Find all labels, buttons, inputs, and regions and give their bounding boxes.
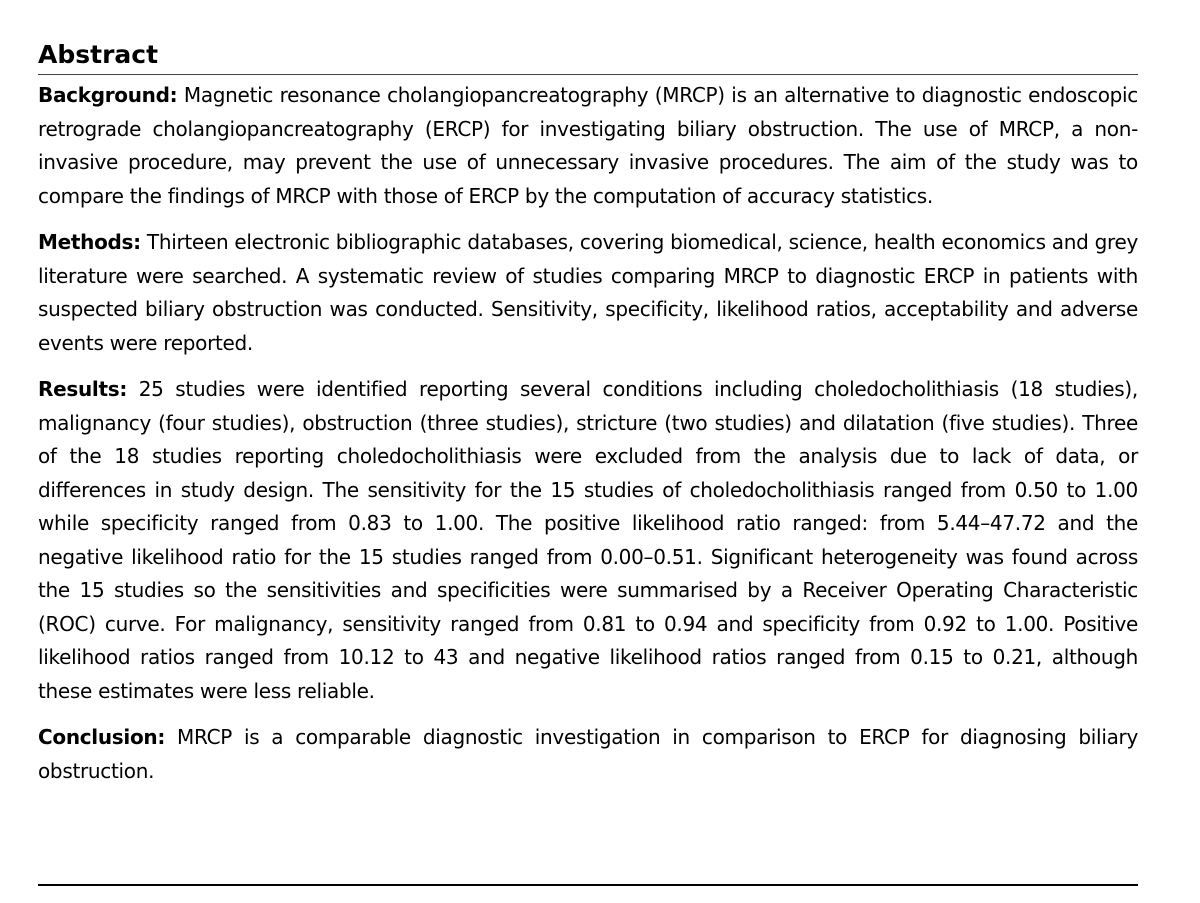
conclusion-label: Conclusion: — [38, 725, 166, 749]
results-paragraph — [38, 373, 1138, 708]
abstract-heading: Abstract — [38, 40, 159, 69]
bottom-divider — [38, 884, 1138, 886]
heading-divider — [38, 74, 1138, 75]
methods-paragraph — [38, 226, 1138, 360]
abstract-block — [38, 38, 1138, 801]
background-label: Background: — [38, 83, 178, 107]
results-text: 25 studies were identified reporting several conditions including choledocholithiasis (18 studies), malignancy (four studies), obstruction (three studies), stricture (two studies) and dilatation (five studies). Three of the 18 studies reporting choledocholithiasis were excluded from the analysis due to lack of data, or differences in study design. The sensitivity for the 15 studies of choledocholithiasis ranged from 0.50 to 1.00 while specificity ranged from 0.83 to 1.00. The positive likelihood ratio ranged: from 5.44–47.72 and the negative likelihood ratio for the 15 studies ranged from 0.00–0.51. Significant heterogeneity was found across the 15 studies so the sensitivities and specificities were summarised by a Receiver Operating Characteristic (ROC) curve. For malignancy, sensitivity ranged from 0.81 to 0.94 and specificity from 0.92 to 1.00. Positive likelihood ratios ranged from 10.12 to 43 and negative likelihood ratios ranged from 0.15 to 0.21, although these estimates were less reliable. — [38, 377, 1138, 703]
background-paragraph — [38, 79, 1138, 213]
results-label: Results: — [38, 377, 128, 401]
conclusion-text: MRCP is a comparable diagnostic investigation in comparison to ERCP for diagnosing biliary obstruction. — [38, 725, 1138, 783]
methods-label: Methods: — [38, 230, 141, 254]
background-text: Magnetic resonance cholangiopancreatography (MRCP) is an alternative to diagnostic endoscopic retrograde cholangiopancreatography (ERCP) for investigating biliary obstruction. The use of MRCP, a non-invasive procedure, may prevent the use of unnecessary invasive procedures. The aim of the study was to compare the findings of MRCP with those of ERCP by the computation of accuracy statistics. — [38, 83, 1138, 208]
methods-text: Thirteen electronic bibliographic databases, covering biomedical, science, health economics and grey literature were searched. A systematic review of studies comparing MRCP to diagnostic ERCP in patients with suspected biliary obstruction was conducted. Sensitivity, specificity, likelihood ratios, acceptability and adverse events were reported. — [38, 230, 1139, 355]
conclusion-paragraph — [38, 721, 1138, 788]
